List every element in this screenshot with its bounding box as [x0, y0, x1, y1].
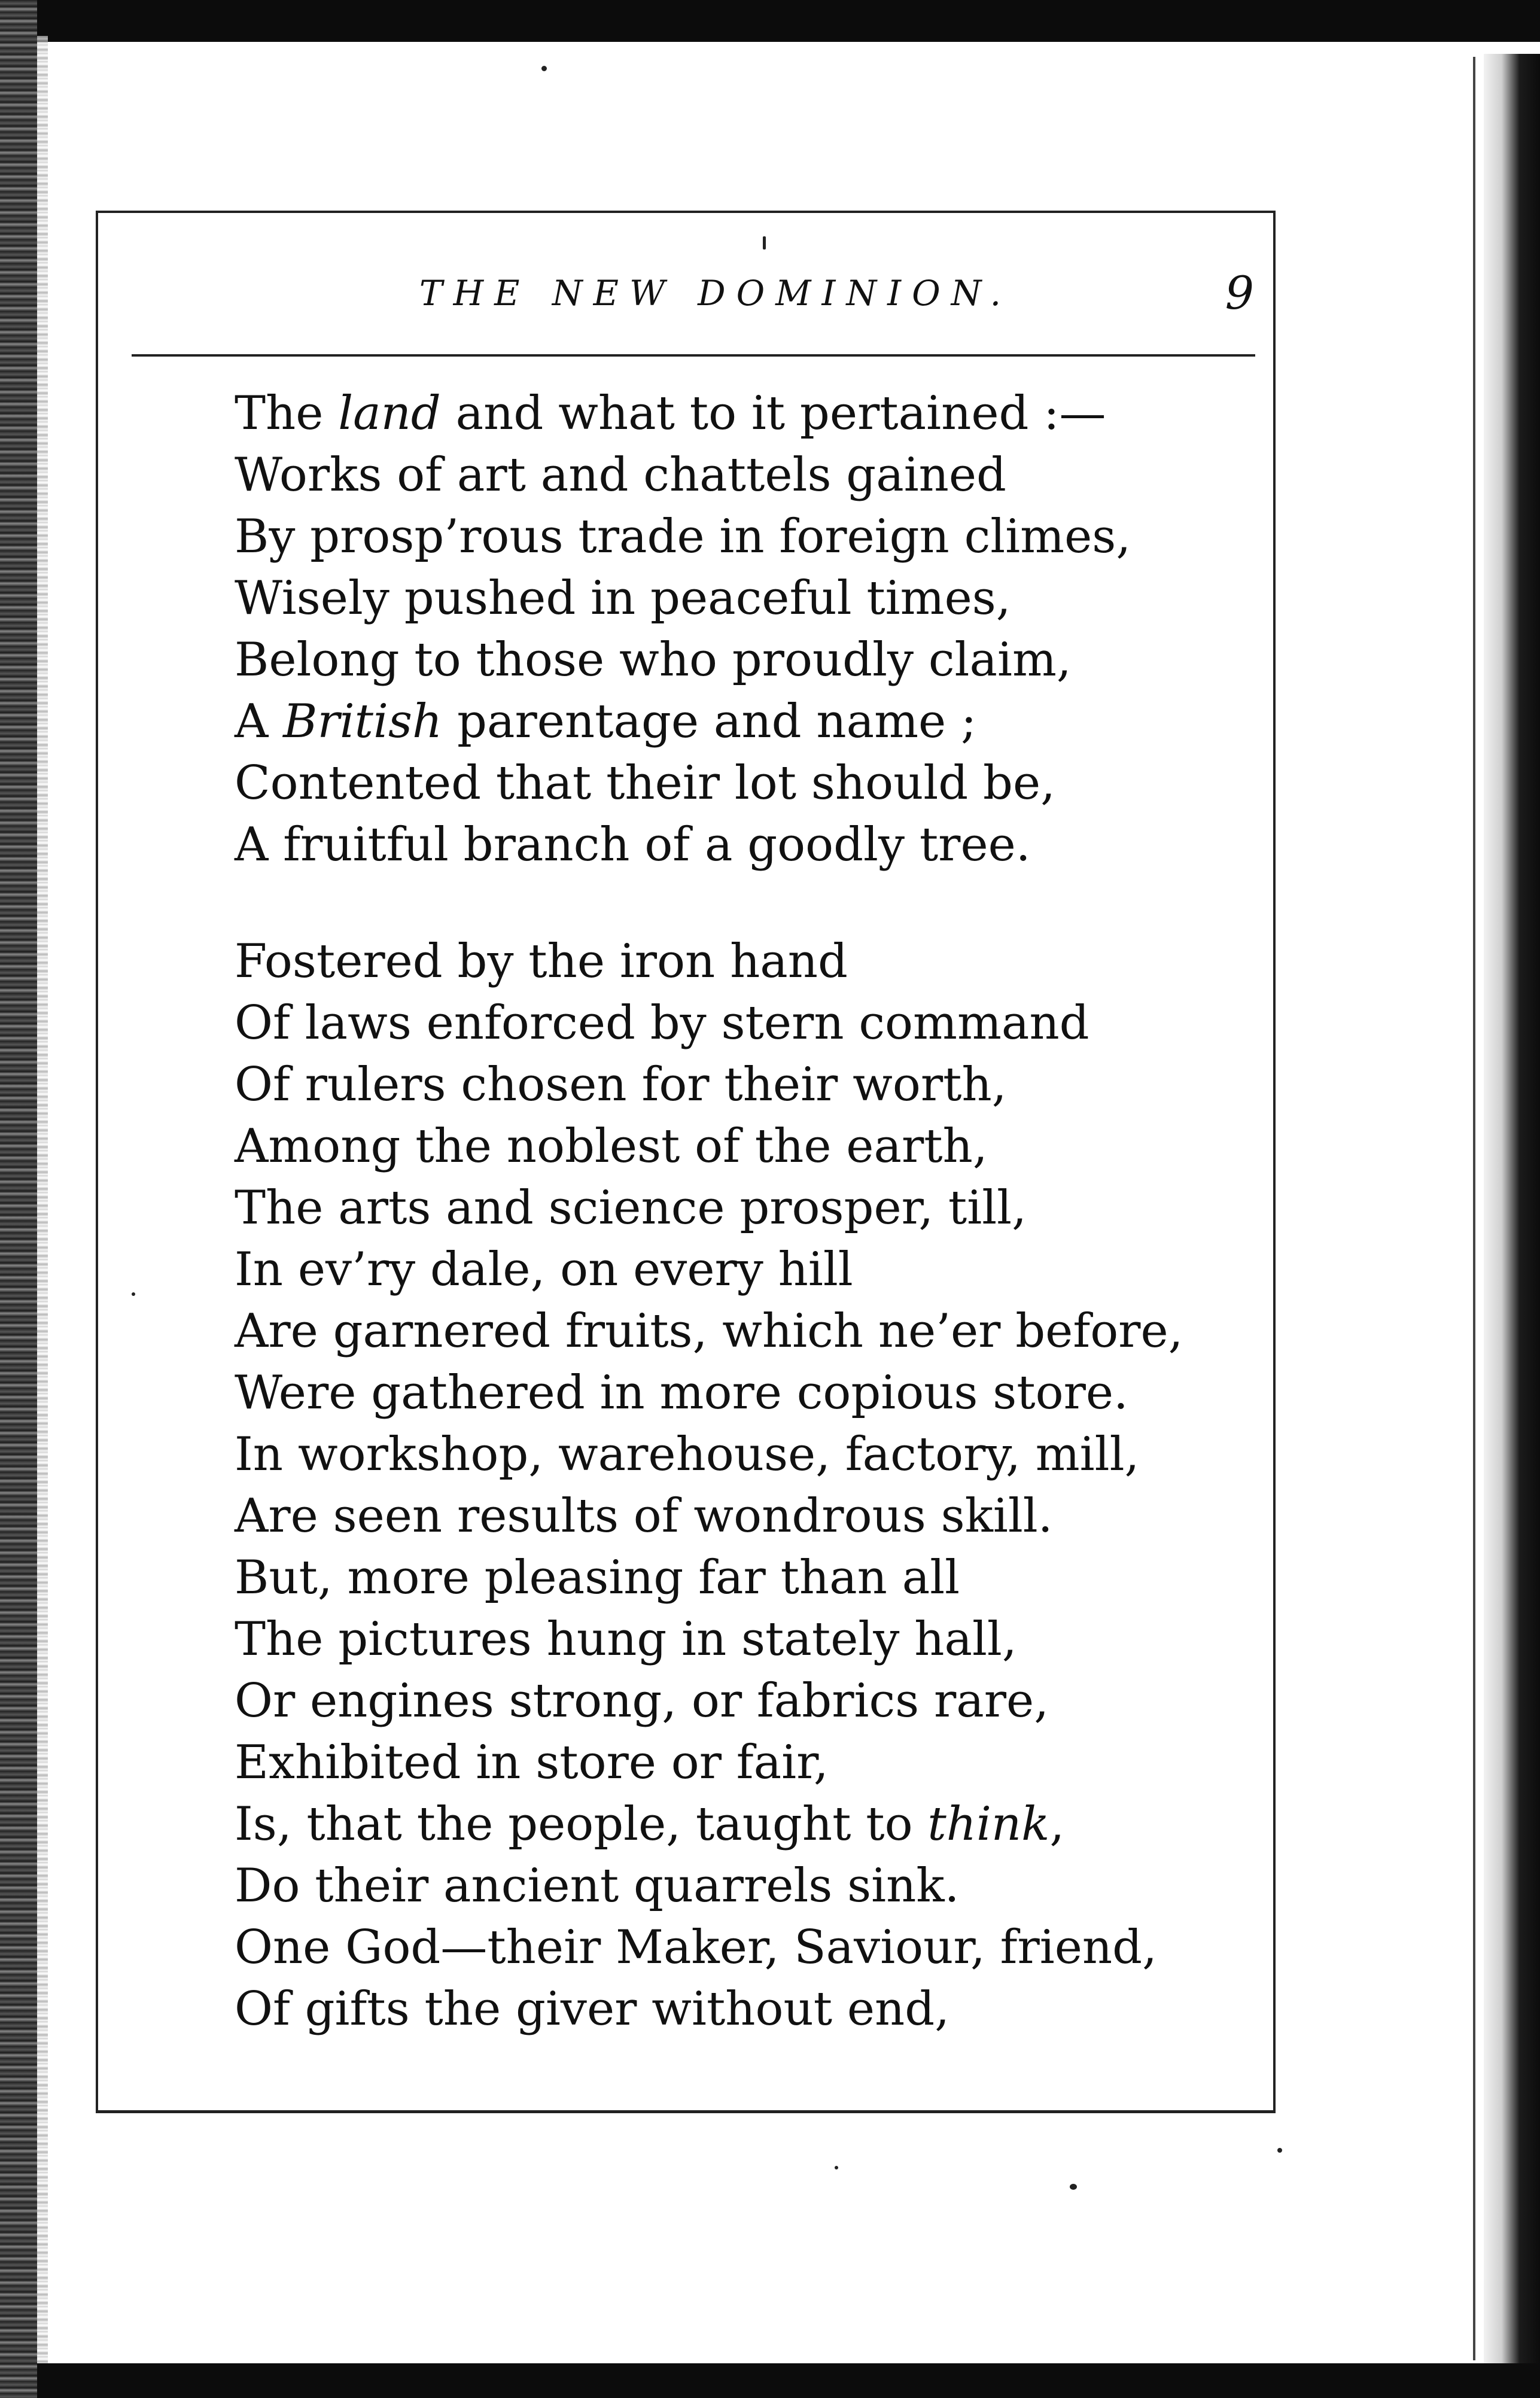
poem-line-text: Of laws enforced by stern command: [235, 996, 1089, 1050]
poem-line-text: Contented that their lot should be,: [235, 756, 1055, 810]
poem-line-text: Is, that the people, taught to: [235, 1797, 928, 1851]
poem-line-text: The pictures hung in stately hall,: [235, 1612, 1017, 1666]
poem-line-text: In workshop, warehouse, factory, mill,: [235, 1428, 1140, 1481]
poem-line: [235, 1547, 1252, 1609]
poem-line: [235, 1670, 1252, 1732]
poem-line: [235, 814, 1252, 876]
poem-line-text-end: parentage and name ;: [442, 695, 977, 748]
stanza-1: [235, 383, 1252, 876]
poem-line-text: In ev’ry dale, on every hill: [235, 1243, 853, 1297]
poem-text: [235, 383, 1252, 2040]
poem-line: [235, 931, 1252, 993]
poem-line: [235, 568, 1252, 629]
poem-line-text: Of rulers chosen for their worth,: [235, 1058, 1007, 1112]
poem-line-text: The arts and science prosper, till,: [235, 1181, 1027, 1235]
poem-line: [235, 1116, 1252, 1177]
scan-speck: [835, 2166, 838, 2169]
scan-border-top: [0, 0, 1540, 42]
poem-line-text-end: and what to it pertained :—: [440, 387, 1106, 440]
poem-line-text: Among the noblest of the earth,: [235, 1119, 988, 1173]
scan-border-bottom: [0, 2363, 1540, 2398]
poem-line-text: Were gathered in more copious store.: [235, 1366, 1128, 1420]
poem-line: [235, 753, 1252, 814]
poem-line: [235, 1917, 1252, 1979]
scan-speck: [763, 236, 766, 249]
poem-line: [235, 1177, 1252, 1239]
poem-line-text: Of gifts the giver without end,: [235, 1982, 949, 2036]
poem-line: [235, 383, 1252, 445]
poem-line: [235, 506, 1252, 568]
poem-line-text: Are seen results of wondrous skill.: [235, 1489, 1053, 1543]
poem-line-text: A fruitful branch of a goodly tree.: [235, 818, 1031, 872]
poem-line: [235, 993, 1252, 1054]
poem-line-text: A: [235, 695, 284, 748]
running-title: THE NEW DOMINION.: [419, 273, 1012, 314]
poem-line-text: Fostered by the iron hand: [235, 935, 848, 988]
poem-line-text: Or engines strong, or fabrics rare,: [235, 1674, 1049, 1728]
scan-border-right: [1484, 54, 1540, 2363]
book-spine-edge: [0, 0, 37, 2398]
page-edge-line-right: [1473, 57, 1475, 2360]
poem-line: [235, 1424, 1252, 1486]
poem-line-italic: think: [927, 1797, 1050, 1851]
poem-line-italic: British: [283, 695, 443, 748]
poem-line-text: One God—their Maker, Saviour, friend,: [235, 1921, 1157, 1974]
stanza-2: [235, 931, 1252, 2040]
poem-line: [235, 1979, 1252, 2040]
poem-line-italic: land: [338, 387, 441, 440]
poem-line: [235, 1301, 1252, 1362]
poem-line-text-end: ,: [1049, 1797, 1065, 1851]
poem-line: [235, 445, 1252, 506]
page-edge-left: [37, 36, 48, 2363]
poem-line-text: Do their ancient quarrels sink.: [235, 1859, 960, 1913]
poem-line-text: But, more pleasing far than all: [235, 1551, 960, 1605]
poem-line: [235, 1239, 1252, 1301]
poem-line: [235, 1855, 1252, 1917]
poem-line: [235, 1732, 1252, 1794]
poem-line: [235, 1794, 1252, 1855]
poem-line: [235, 1486, 1252, 1547]
poem-line-text: The: [235, 387, 339, 440]
scan-speck: [541, 66, 547, 71]
poem-line: [235, 1609, 1252, 1670]
scan-speck: [1070, 2184, 1077, 2190]
page-number: 9: [1225, 266, 1254, 319]
poem-line-text: Wisely pushed in peaceful times,: [235, 571, 1011, 625]
poem-line: [235, 1054, 1252, 1116]
poem-line-text: Exhibited in store or fair,: [235, 1736, 829, 1790]
poem-line: [235, 629, 1252, 691]
poem-line-text: Works of art and chattels gained: [235, 448, 1006, 502]
header-rule: [132, 354, 1255, 357]
poem-line-text: By prosp’rous trade in foreign climes,: [235, 510, 1131, 564]
scan-speck: [132, 1292, 135, 1296]
poem-line: [235, 1362, 1252, 1424]
scan-speck: [1277, 2148, 1282, 2153]
poem-line: [235, 691, 1252, 753]
poem-line-text: Are garnered fruits, which ne’er before,: [235, 1304, 1183, 1358]
poem-line-text: Belong to those who proudly claim,: [235, 633, 1072, 687]
running-head: [129, 266, 1254, 335]
